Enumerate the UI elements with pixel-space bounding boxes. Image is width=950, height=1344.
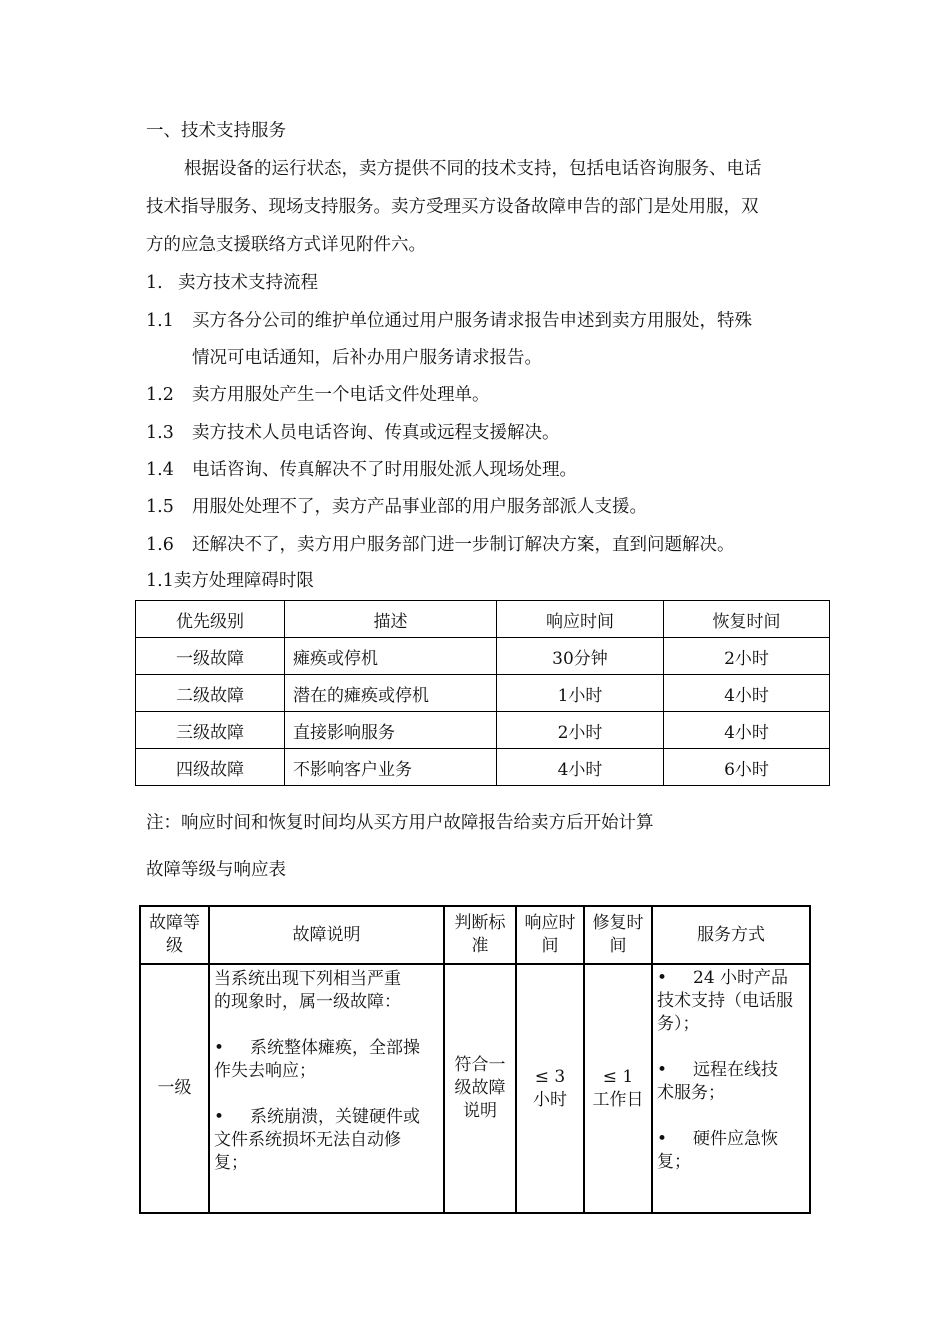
table-header-row bbox=[140, 906, 810, 964]
service-bullet-item: • 24 小时产品 bbox=[657, 968, 789, 988]
subsection-title: 1.1卖方处理障碍时限 bbox=[146, 571, 314, 591]
step-number: 1.2 bbox=[146, 385, 174, 405]
step-number: 1.5 bbox=[146, 497, 174, 517]
table-row bbox=[136, 638, 830, 675]
step-text: 情况可电话通知，后补办用户服务请求报告。 bbox=[192, 348, 542, 368]
header-cell-criteria bbox=[444, 906, 516, 964]
table-row bbox=[136, 675, 830, 712]
bullet-icon: • bbox=[657, 968, 668, 988]
service-line: 复； bbox=[657, 1152, 691, 1172]
header-cell: 描述 bbox=[285, 601, 497, 638]
table-cell: 2小时 bbox=[497, 712, 664, 749]
criteria-cell bbox=[444, 964, 516, 1213]
criteria-line: 符合一 bbox=[454, 1055, 506, 1075]
table-cell: 30分钟 bbox=[497, 638, 664, 675]
header-text: 间 bbox=[541, 936, 559, 956]
table-cell: 直接影响服务 bbox=[285, 712, 497, 749]
step-number: 1.4 bbox=[146, 460, 174, 480]
bullet-icon: • bbox=[657, 1129, 668, 1149]
step-text: 买方各分公司的维护单位通过用户服务请求报告申述到卖方用服处，特殊 bbox=[192, 311, 752, 331]
step-text: 卖方用服处产生一个电话文件处理单。 bbox=[192, 385, 490, 405]
service-line: 技术支持（电话服 bbox=[657, 991, 793, 1011]
table-cell: 三级故障 bbox=[136, 712, 285, 749]
level-cell: 一级 bbox=[140, 964, 209, 1213]
bullet-icon: • bbox=[657, 1060, 668, 1080]
header-cell-repair bbox=[584, 906, 652, 964]
table-header-row bbox=[136, 601, 830, 638]
desc-line: 的现象时，属一级故障： bbox=[214, 992, 401, 1012]
desc-line: 文件系统损坏无法自动修 bbox=[214, 1130, 401, 1150]
header-cell-response bbox=[516, 906, 584, 964]
criteria-line: 级故障 bbox=[454, 1078, 506, 1098]
header-text: 判断标 bbox=[454, 913, 506, 933]
desc-line: 复； bbox=[214, 1153, 248, 1173]
table-cell: 不影响客户业务 bbox=[285, 749, 497, 786]
header-cell-service: 服务方式 bbox=[652, 906, 810, 964]
desc-line: 作失去响应； bbox=[214, 1061, 316, 1081]
intro-line-3: 方的应急支援联络方式详见附件六。 bbox=[146, 235, 426, 255]
header-cell-desc: 故障说明 bbox=[209, 906, 444, 964]
table2-title: 故障等级与响应表 bbox=[146, 860, 286, 880]
step-text: 电话咨询、传真解决不了时用服处派人现场处理。 bbox=[192, 460, 577, 480]
table-cell: 一级故障 bbox=[136, 638, 285, 675]
section1-number: 1. bbox=[146, 273, 163, 293]
table-cell: 2小时 bbox=[664, 638, 830, 675]
table-cell: 6小时 bbox=[664, 749, 830, 786]
fault-level-response-table bbox=[139, 905, 811, 1214]
bullet-icon: • bbox=[214, 1038, 225, 1058]
table-cell: 4小时 bbox=[497, 749, 664, 786]
fault-time-limit-table bbox=[135, 600, 830, 786]
response-line: 小时 bbox=[533, 1089, 567, 1110]
service-line: 术服务； bbox=[657, 1083, 725, 1103]
service-line: 务）； bbox=[657, 1014, 700, 1034]
step-text: 用服处处理不了，卖方产品事业部的用户服务部派人支援。 bbox=[192, 497, 647, 517]
section1-title: 卖方技术支持流程 bbox=[178, 273, 318, 293]
header-text: 故障等 bbox=[149, 913, 200, 933]
table-row bbox=[140, 964, 810, 1213]
repair-line: 工作日 bbox=[592, 1089, 644, 1110]
step-number: 1.6 bbox=[146, 535, 174, 555]
note: 注：响应时间和恢复时间均从买方用户故障报告给卖方后开始计算 bbox=[146, 813, 654, 833]
table-cell: 四级故障 bbox=[136, 749, 285, 786]
service-bullet-item: • 远程在线技 bbox=[657, 1060, 778, 1080]
response-line: ≤ 3 bbox=[534, 1066, 566, 1087]
desc-bullet-item: • 系统崩溃，关键硬件或 bbox=[214, 1107, 420, 1127]
header-cell: 恢复时间 bbox=[664, 601, 830, 638]
step-text: 卖方技术人员电话咨询、传真或远程支援解决。 bbox=[192, 423, 560, 443]
table-cell: 瘫痪或停机 bbox=[285, 638, 497, 675]
table-cell: 4小时 bbox=[664, 675, 830, 712]
step-number: 1.1 bbox=[146, 311, 174, 331]
header-cell: 响应时间 bbox=[497, 601, 664, 638]
table-row bbox=[136, 712, 830, 749]
intro-line-1: 根据设备的运行状态，卖方提供不同的技术支持，包括电话咨询服务、电话 bbox=[184, 159, 762, 179]
header-text: 响应时 bbox=[524, 913, 576, 933]
table-cell: 二级故障 bbox=[136, 675, 285, 712]
table-cell: 潜在的瘫痪或停机 bbox=[285, 675, 497, 712]
criteria-line: 说明 bbox=[463, 1101, 497, 1121]
service-cell bbox=[652, 964, 810, 1213]
intro-line-2: 技术指导服务、现场支持服务。卖方受理买方设备故障申告的部门是处用服，双 bbox=[146, 197, 759, 217]
section-heading: 一、技术支持服务 bbox=[146, 121, 286, 141]
repair-time-cell bbox=[584, 964, 652, 1213]
bullet-icon: • bbox=[214, 1107, 225, 1127]
desc-line: 当系统出现下列相当严重 bbox=[214, 969, 401, 989]
header-text: 修复时 bbox=[592, 913, 644, 933]
step-number: 1.3 bbox=[146, 423, 174, 443]
header-text: 间 bbox=[609, 936, 627, 956]
header-text: 准 bbox=[471, 936, 489, 956]
table-row bbox=[136, 749, 830, 786]
service-bullet-item: • 硬件应急恢 bbox=[657, 1129, 778, 1149]
desc-bullet-item: • 系统整体瘫痪，全部操 bbox=[214, 1038, 420, 1058]
table-cell: 1小时 bbox=[497, 675, 664, 712]
table-cell: 4小时 bbox=[664, 712, 830, 749]
response-time-cell bbox=[516, 964, 584, 1213]
description-cell bbox=[209, 964, 444, 1213]
header-text: 级 bbox=[166, 936, 183, 956]
step-text: 还解决不了，卖方用户服务部门进一步制订解决方案，直到问题解决。 bbox=[192, 535, 735, 555]
header-cell: 优先级别 bbox=[136, 601, 285, 638]
repair-line: ≤ 1 bbox=[602, 1066, 634, 1087]
header-cell-level bbox=[140, 906, 209, 964]
